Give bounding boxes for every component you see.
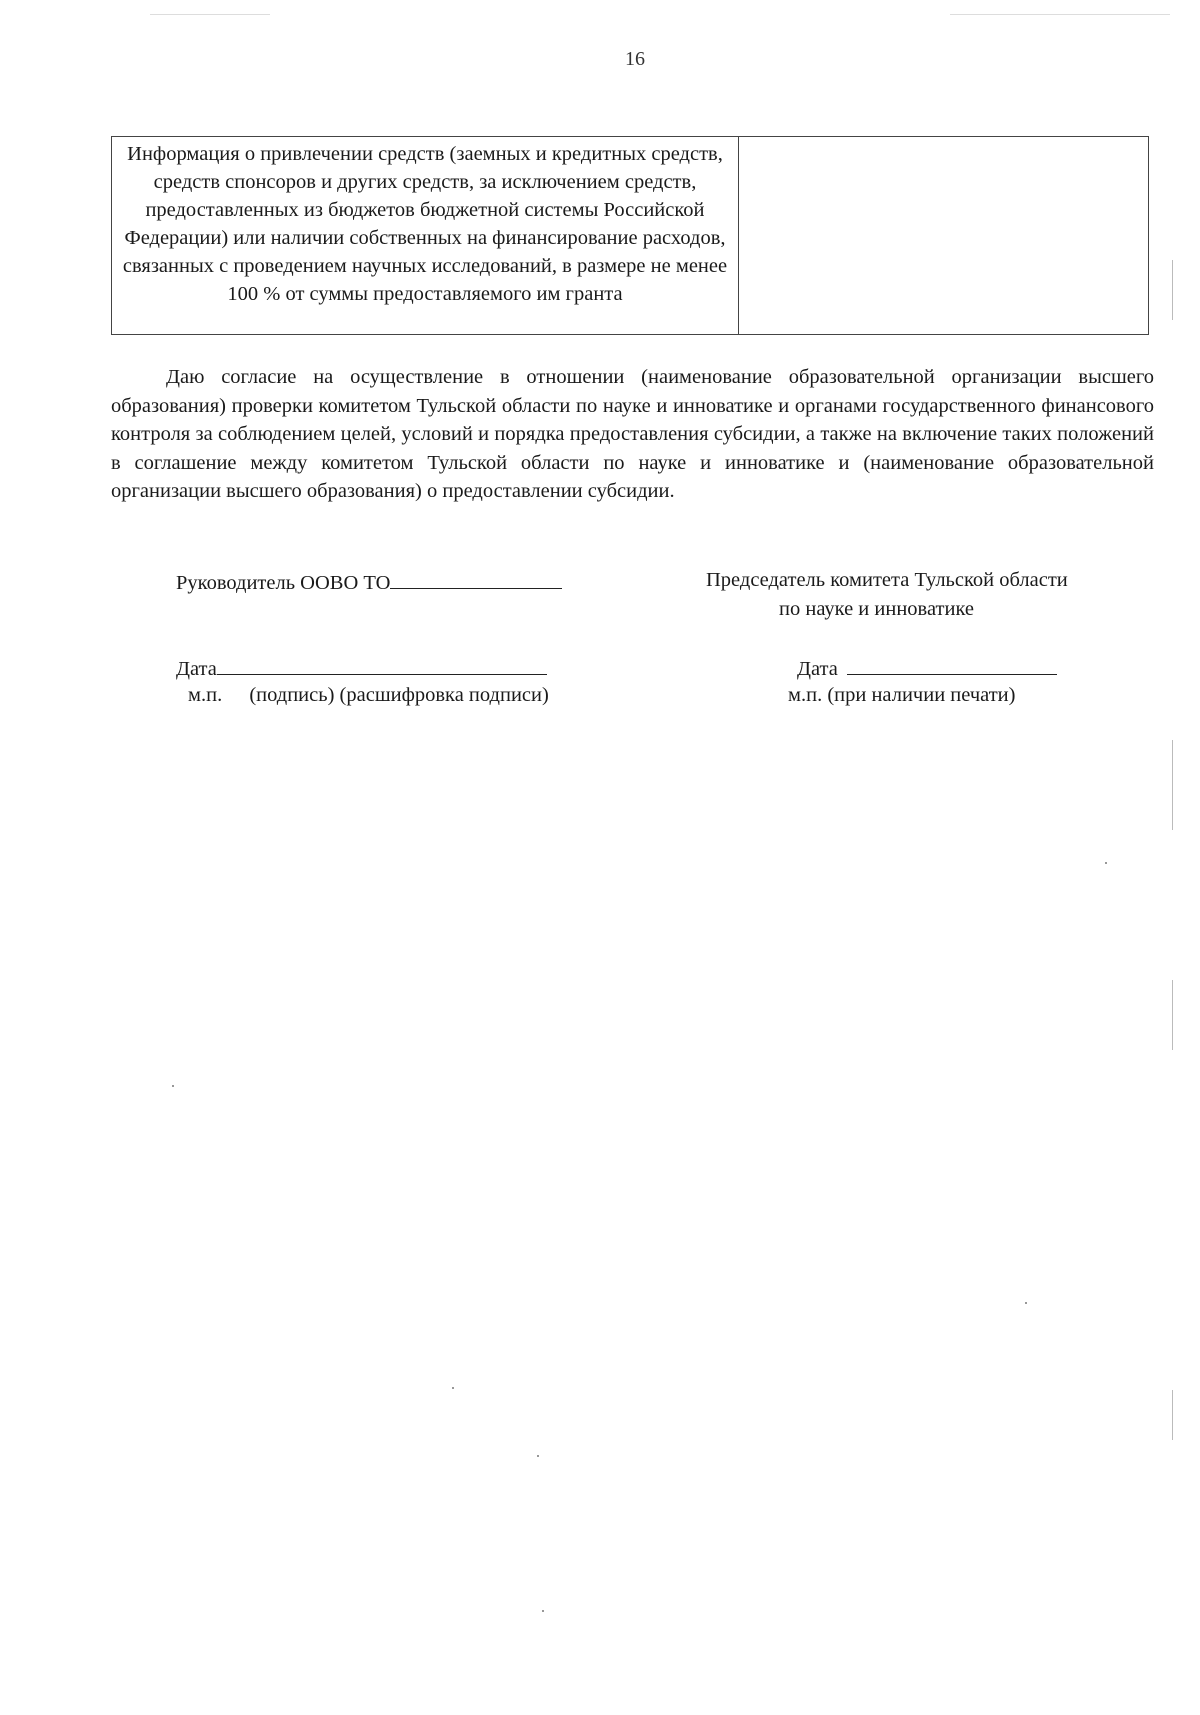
scan-artifact-edge	[1172, 980, 1173, 1050]
right-date-label: Дата	[797, 658, 838, 680]
scan-speck	[1105, 862, 1107, 864]
left-mp-label: м.п.	[188, 684, 223, 706]
consent-paragraph: Даю согласие на осуществление в отношении (наименование образовательной организации высшего образования) проверки комитетом Тульской области по науке и инноватике и органами государственного финансового контроля за соблюдением целей, условий и порядка предоставления субсидии, а также на включение таких положений в соглашение между комитетом Тульской области по науке и инноватике и (наименование образовательной организации высшего образования) о предоставлении субсидии.	[111, 366, 1154, 502]
right-date-line	[797, 652, 1057, 683]
right-title-line-2	[779, 595, 974, 623]
left-date-label: Дата	[176, 658, 217, 680]
scan-artifact-top-right	[950, 14, 1170, 15]
right-signature-title-1: Председатель комитета Тульской области	[706, 569, 1068, 591]
scan-artifact-edge	[1172, 740, 1173, 830]
scan-speck	[537, 1455, 539, 1457]
table-value-cell	[739, 137, 1149, 335]
table-label-cell: Информация о привлечении средств (заемных и кредитных средств, средств спонсоров и других средств, за исключением средств, предоставленных из бюджетов бюджетной системы Российской Федерации) или наличии собственных на финансирование расходов, связанных с проведением научных исследований, в размере не менее 100 % от суммы предоставляемого им гранта	[112, 137, 739, 335]
left-date-underline	[217, 652, 547, 675]
scan-artifact-edge	[1172, 1390, 1173, 1440]
scan-speck	[542, 1610, 544, 1612]
left-date-line	[176, 652, 547, 683]
scan-artifact-top-left	[150, 14, 270, 15]
right-date-underline	[847, 652, 1057, 675]
right-signature-title-2: по науке и инноватике	[779, 598, 975, 620]
scan-artifact-edge	[1172, 260, 1173, 320]
right-title-line-1	[706, 566, 1068, 594]
scan-speck	[172, 1085, 174, 1087]
scan-speck	[452, 1387, 454, 1389]
info-table	[111, 136, 1149, 335]
left-signature-title: Руководитель ООВО ТО	[176, 572, 391, 594]
page-number: 16	[625, 48, 645, 70]
right-signature-caption: м.п. (при наличии печати)	[788, 684, 1016, 706]
left-signature-line	[390, 566, 562, 589]
left-caption-line	[188, 681, 549, 709]
left-signature-caption: (подпись) (расшифровка подписи)	[249, 684, 549, 706]
table-row	[112, 137, 1149, 335]
scan-speck	[1025, 1302, 1027, 1304]
right-caption-line	[788, 681, 1015, 709]
left-signature-title-line	[176, 566, 562, 597]
